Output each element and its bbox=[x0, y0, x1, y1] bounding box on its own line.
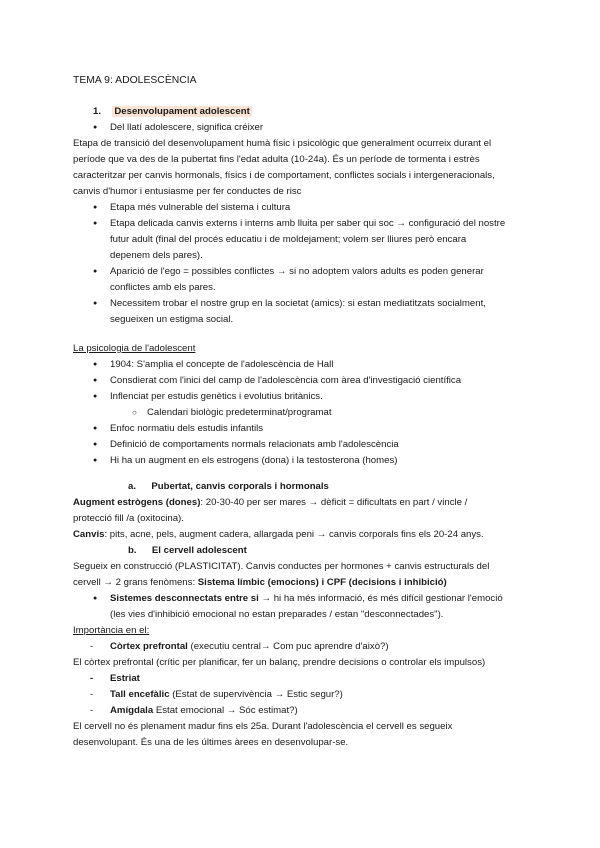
subsection-a-title: Pubertat, canvis corporals i hormonals bbox=[151, 481, 329, 492]
subsection-b-letter: b. bbox=[128, 545, 137, 556]
bold-term: Amígdala bbox=[110, 705, 154, 716]
list-item: ● Hi ha un augment en els estrogens (dona) i la testosterona (homes) bbox=[110, 453, 397, 469]
paragraph-line bbox=[73, 527, 484, 543]
dash-item: - Estriat bbox=[110, 671, 140, 687]
section-1-number: 1. bbox=[93, 106, 102, 117]
bold-term: Sistema límbic (emocions) i CPF (decisions i inhibició) bbox=[197, 577, 447, 588]
section-2-heading: La psicologia de l'adolescent bbox=[73, 343, 196, 354]
bold-term: Tall encefàlic bbox=[110, 689, 170, 700]
line-text: → hi ha més informació, és més difícil gestionar l'emoció bbox=[258, 593, 503, 604]
paragraph-line bbox=[73, 575, 447, 591]
list-item: ● Aparició de l'ego = possibles conflictes → si no adoptem valors adults es poden generar bbox=[110, 264, 484, 280]
list-item-continuation: futur adult (final del procés educatiu i de moldejament; volem ser lliures però encara bbox=[110, 234, 467, 245]
bold-term: Còrtex prefrontal bbox=[110, 641, 188, 652]
importance-heading: Importància en el: bbox=[73, 625, 150, 636]
section-1-heading bbox=[93, 104, 252, 120]
paragraph-line: caracteritzar per canvis hormonals, físics i de comportament, conflictes socials i intergeneracionals, bbox=[73, 170, 495, 181]
line-text: Estat emocional → Sóc estimat?) bbox=[153, 705, 298, 716]
line-text: (Estat de supervivència → Estic segur?) bbox=[169, 689, 343, 700]
document-title: TEMA 9: ADOLESCÈNCIA bbox=[73, 75, 197, 86]
line-text: : pits, acne, pels, augment cadera, allargada peni → canvis corporals fins els 20-24 anys. bbox=[104, 529, 484, 540]
list-item: ● Definició de comportaments normals relacionats amb l'adolescència bbox=[110, 437, 399, 453]
paragraph-line: Segueix en construcció (PLASTICITAT). Canvis conductes per hormones + canvis estructurals del bbox=[73, 561, 490, 572]
dash-item bbox=[110, 703, 298, 719]
list-item: ● 1904: S'amplia el concepte de l'adolescència de Hall bbox=[110, 357, 333, 373]
paragraph-line bbox=[73, 495, 467, 511]
paragraph-line: Etapa de transició del desenvolupament humà físic i psicològic que generalment ocurreix durant el bbox=[73, 138, 492, 149]
list-item bbox=[110, 591, 503, 607]
dash-item bbox=[110, 639, 389, 655]
paragraph-line: canvis d'humor i entusiasme per fer conductes de risc bbox=[73, 186, 302, 197]
paragraph-line: El còrtex prefrontal (crític per planificar, fer un balanç, prendre decisions o controlar els impulsos) bbox=[73, 657, 486, 668]
subsection-b-title: El cervell adolescent bbox=[151, 545, 247, 556]
list-item: ● Del llatí adolescere, significa créixer bbox=[110, 120, 263, 136]
section-1-title: Desenvolupament adolescent bbox=[114, 106, 250, 117]
paragraph-line: període que va des de la pubertat fins l'edat adulta (10-24a). És un període de tormenta i estrès bbox=[73, 154, 480, 165]
list-item: ● Inflenciat per estudis genètics i evolutius britànics. bbox=[110, 389, 323, 405]
subsection-a-heading bbox=[128, 479, 329, 495]
dash-item bbox=[110, 687, 343, 703]
list-item: ● Etapa delicada canvis externs i interns amb lluita per saber qui soc → configuració del nostre bbox=[110, 216, 505, 232]
bold-term: Augment estrògens (dones) bbox=[73, 497, 201, 508]
paragraph-line: El cervell no és plenament madur fins els 25a. Durant l'adolescència el cervell es segueix bbox=[73, 721, 453, 732]
list-item: ● Etapa més vulnerable del sistema i cultura bbox=[110, 200, 290, 216]
subsection-a-letter: a. bbox=[128, 481, 137, 492]
line-text: (executiu central→ Com puc aprendre d'això?) bbox=[187, 641, 389, 652]
list-item: ● Enfoc normatiu dels estudis infantils bbox=[110, 421, 263, 437]
list-item: ● Consdierat com l'inici del camp de l'adolescència com àrea d'investigació científica bbox=[110, 373, 461, 389]
list-item-continuation: segueixen un estigma social. bbox=[110, 314, 234, 325]
line-text: : 20-30-40 per ser mares → dèficit = dificultats en part / vincle / bbox=[200, 497, 468, 508]
line-text: cervell → 2 grans fenòmens: bbox=[73, 577, 198, 588]
list-item-continuation: conflictes amb els pares. bbox=[110, 282, 216, 293]
list-item-continuation: (les vies d'inhibició emocional no estan preparades / estan "desconnectades"). bbox=[110, 609, 444, 620]
subsection-b-heading bbox=[128, 543, 247, 559]
paragraph-line: protecció fill /a (oxitocina). bbox=[73, 513, 184, 524]
paragraph-line: desenvolupant. És una de les últimes àrees en desenvolupar-se. bbox=[73, 737, 349, 748]
list-item: ● Necessitem trobar el nostre grup en la societat (amics): si estan mediatitzats socialment, bbox=[110, 296, 486, 312]
sub-list-item: ○ Calendari biològic predeterminat/programat bbox=[147, 405, 332, 421]
bold-term: Canvis bbox=[73, 529, 105, 540]
list-item-continuation: depenem dels pares). bbox=[110, 250, 203, 261]
bold-term: Sistemes desconnectats entre si bbox=[110, 593, 259, 604]
